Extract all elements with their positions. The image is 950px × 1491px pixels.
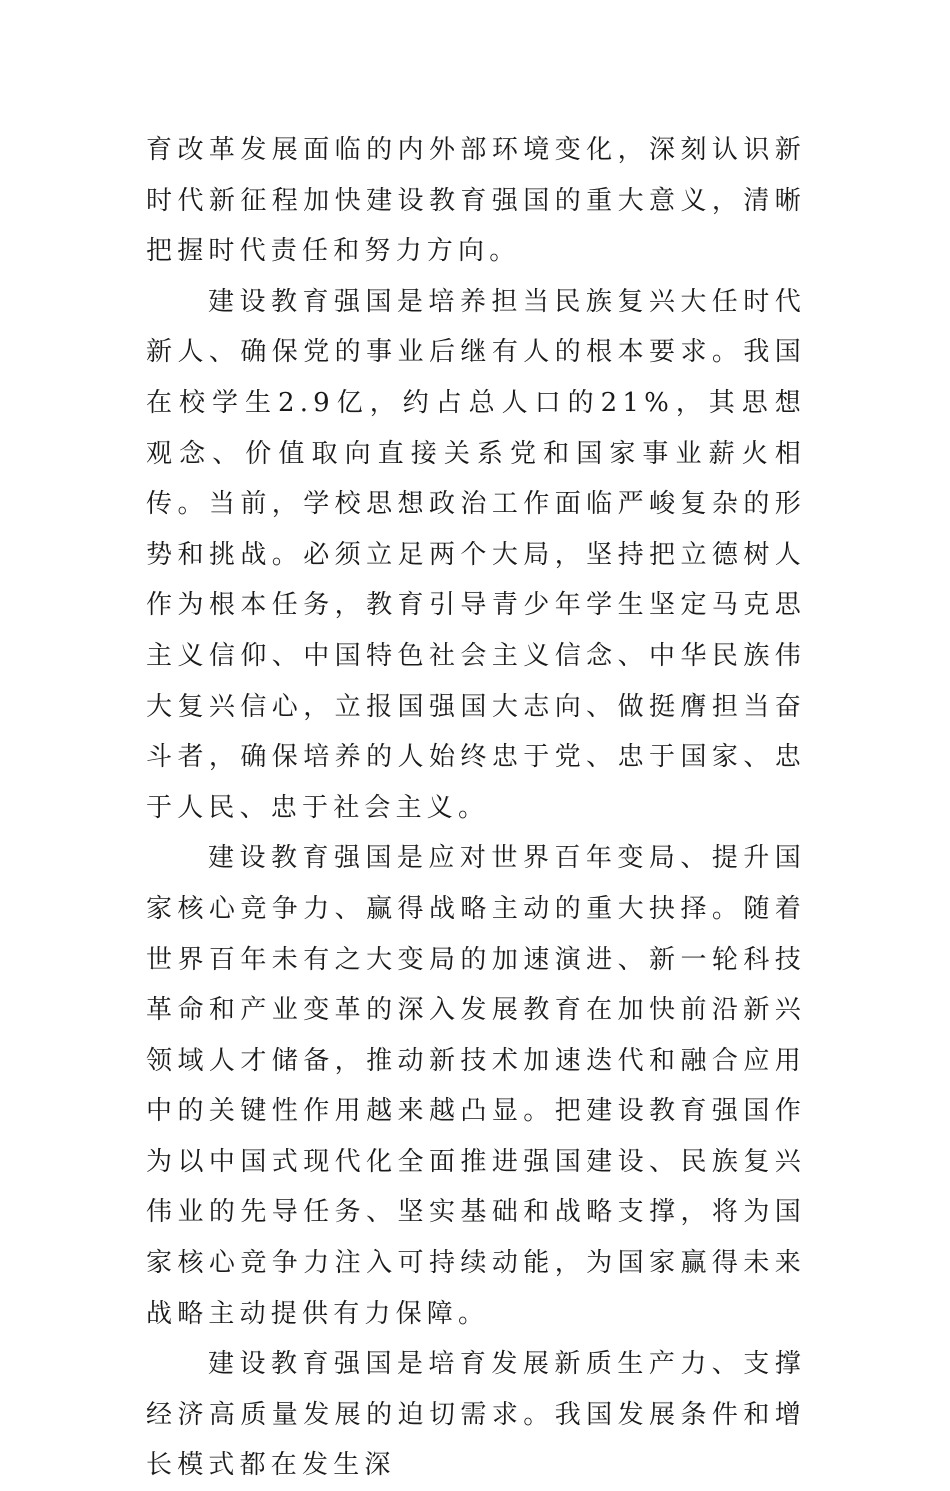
paragraph-2: 建设教育强国是培养担当民族复兴大任时代新人、确保党的事业后继有人的根本要求。我国在校学生2.9亿，约占总人口的21%，其思想观念、价值取向直接关系党和国家事业薪火相传。当前，学校思想政治工作面临严峻复杂的形势和挑战。必须立足两个大局，坚持把立德树人作为根本任务，教育引导青少年学生坚定马克思主义信仰、中国特色社会主义信念、中华民族伟大复兴信心，立报国强国大志向、做挺膺担当奋斗者，确保培养的人始终忠于党、忠于国家、忠于人民、忠于社会主义。 <box>146 286 806 823</box>
paragraph-1: 育改革发展面临的内外部环境变化，深刻认识新时代新征程加快建设教育强国的重大意义，清晰把握时代责任和努力方向。 <box>146 135 806 267</box>
paragraph-4: 建设教育强国是培育发展新质生产力、支撑经济高质量发展的迫切需求。我国发展条件和增长模式都在发生深 <box>146 1349 806 1481</box>
document-page <box>146 125 806 1491</box>
paragraph-3: 建设教育强国是应对世界百年变局、提升国家核心竞争力、赢得战略主动的重大抉择。随着世界百年未有之大变局的加速演进、新一轮科技革命和产业变革的深入发展教育在加快前沿新兴领域人才储备，推动新技术加速迭代和融合应用中的关键性作用越来越凸显。把建设教育强国作为以中国式现代化全面推进强国建设、民族复兴伟业的先导任务、坚实基础和战略支撑，将为国家核心竞争力注入可持续动能，为国家赢得未来战略主动提供有力保障。 <box>146 843 806 1329</box>
